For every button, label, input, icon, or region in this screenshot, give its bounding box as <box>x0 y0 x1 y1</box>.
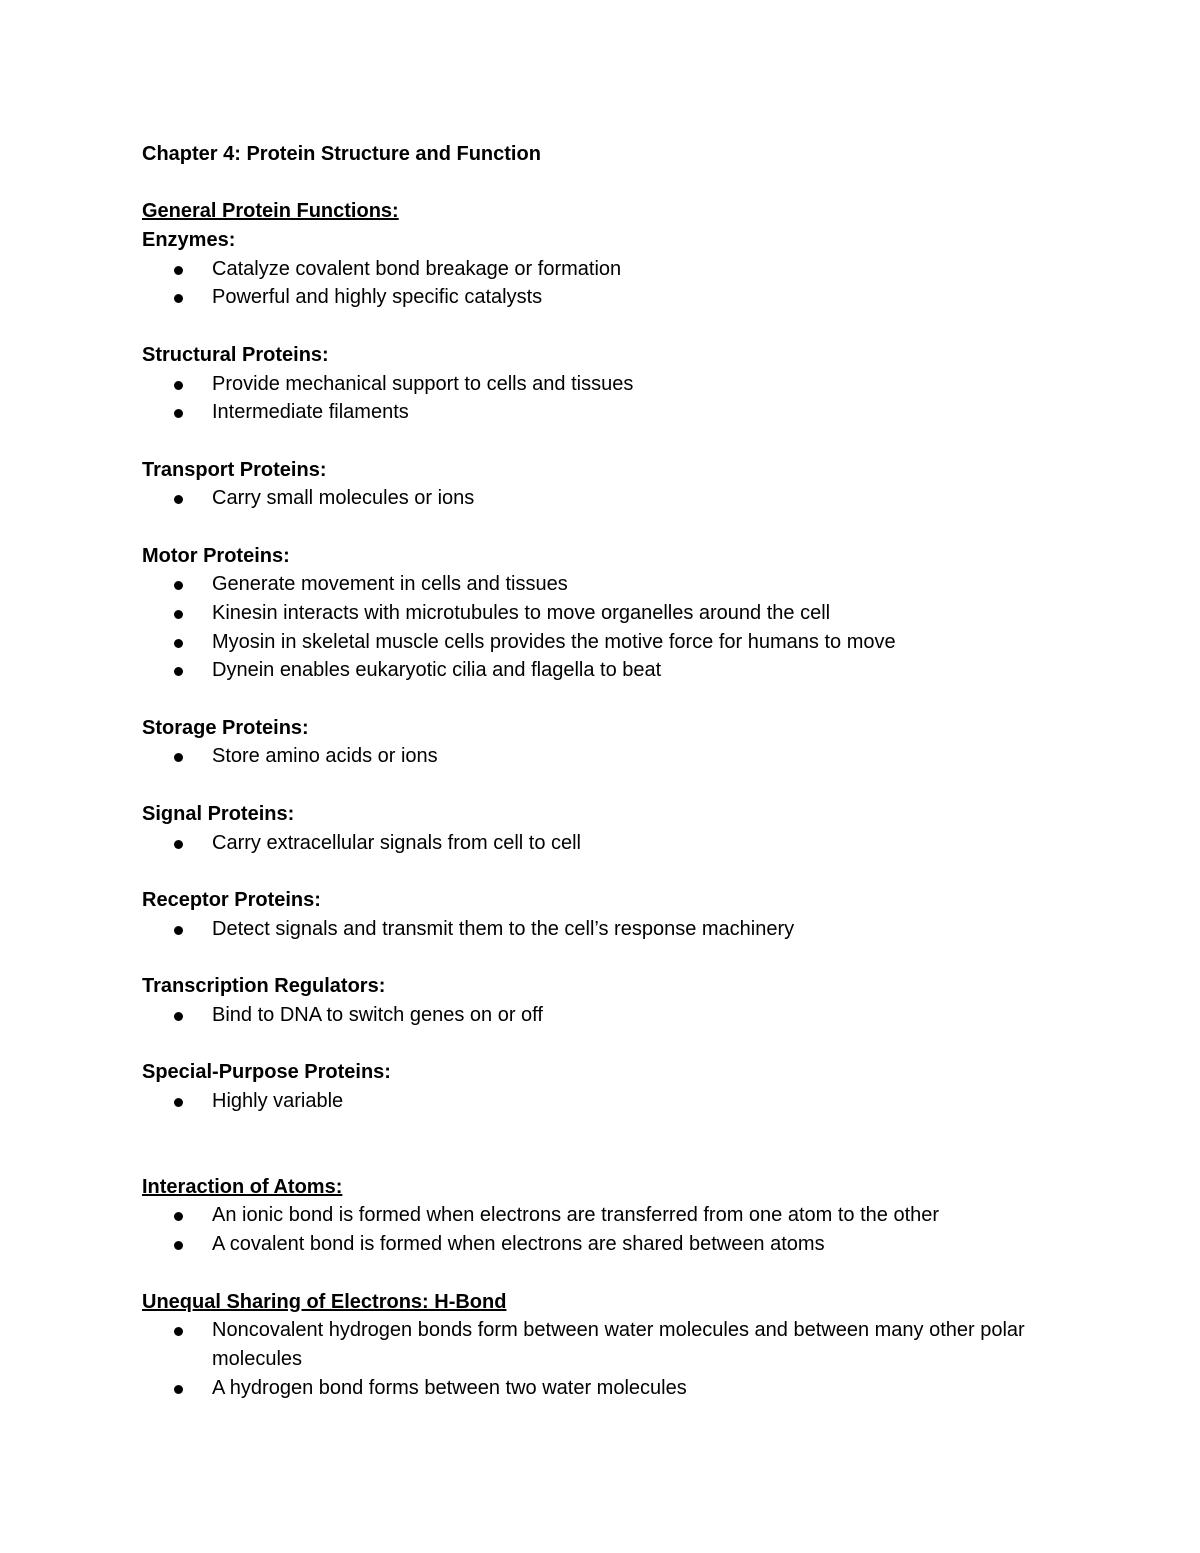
category-heading-special: Special-Purpose Proteins: <box>142 1061 391 1083</box>
bullet-item: Highly variable <box>142 1087 1072 1116</box>
category-heading-signal: Signal Proteins: <box>142 802 295 825</box>
category-heading-receptor: Receptor Proteins: <box>142 888 321 911</box>
bullet-item: Generate movement in cells and tissues <box>142 570 1072 599</box>
category-heading-storage: Storage Proteins: <box>142 716 309 739</box>
spacer <box>142 1029 1072 1058</box>
bullet-item: A hydrogen bond forms between two water molecules <box>142 1374 1072 1403</box>
section-title-interaction: Interaction of Atoms: <box>142 1175 343 1198</box>
bullet-item: Bind to DNA to switch genes on or off <box>142 1001 1072 1030</box>
bullet-item: Dynein enables eukaryotic cilia and flagella to beat <box>142 656 1072 685</box>
page-title: Chapter 4: Protein Structure and Function <box>142 143 541 165</box>
bullet-item: Provide mechanical support to cells and tissues <box>142 370 1072 399</box>
bullet-item: Carry small molecules or ions <box>142 484 1072 513</box>
category-heading-motor: Motor Proteins: <box>142 544 290 567</box>
bullet-item: Powerful and highly specific catalysts <box>142 283 1072 312</box>
category-heading-structural: Structural Proteins: <box>142 343 329 366</box>
section-title-general: General Protein Functions: <box>142 200 399 223</box>
bullet-item: Kinesin interacts with microtubules to move organelles around the cell <box>142 599 1072 628</box>
bullet-item: Noncovalent hydrogen bonds form between water molecules and between many other polar molecules <box>142 1316 1072 1373</box>
bullet-item: A covalent bond is formed when electrons are shared between atoms <box>142 1230 1072 1259</box>
spacer <box>142 771 1072 800</box>
bullet-item: Myosin in skeletal muscle cells provides the motive force for humans to move <box>142 628 1072 657</box>
document-page <box>142 140 1072 1402</box>
spacer <box>142 312 1072 341</box>
spacer <box>142 1259 1072 1288</box>
bullet-item: Catalyze covalent bond breakage or formation <box>142 255 1072 284</box>
spacer <box>142 685 1072 714</box>
bullet-item: Carry extracellular signals from cell to cell <box>142 829 1072 858</box>
spacer <box>142 169 1072 198</box>
bullet-item: Store amino acids or ions <box>142 742 1072 771</box>
spacer <box>142 513 1072 542</box>
spacer <box>142 943 1072 972</box>
section-title-hbond: Unequal Sharing of Electrons: H-Bond <box>142 1290 507 1313</box>
spacer <box>142 857 1072 886</box>
bullet-item: Intermediate filaments <box>142 398 1072 427</box>
bullet-item: Detect signals and transmit them to the cell’s response machinery <box>142 915 1072 944</box>
spacer <box>142 427 1072 456</box>
category-heading-enzymes: Enzymes: <box>142 229 236 252</box>
spacer <box>142 1115 1072 1144</box>
bullet-item: An ionic bond is formed when electrons are transferred from one atom to the other <box>142 1201 1072 1230</box>
category-heading-transcription: Transcription Regulators: <box>142 974 386 997</box>
spacer <box>142 1144 1072 1173</box>
category-heading-transport: Transport Proteins: <box>142 458 327 481</box>
